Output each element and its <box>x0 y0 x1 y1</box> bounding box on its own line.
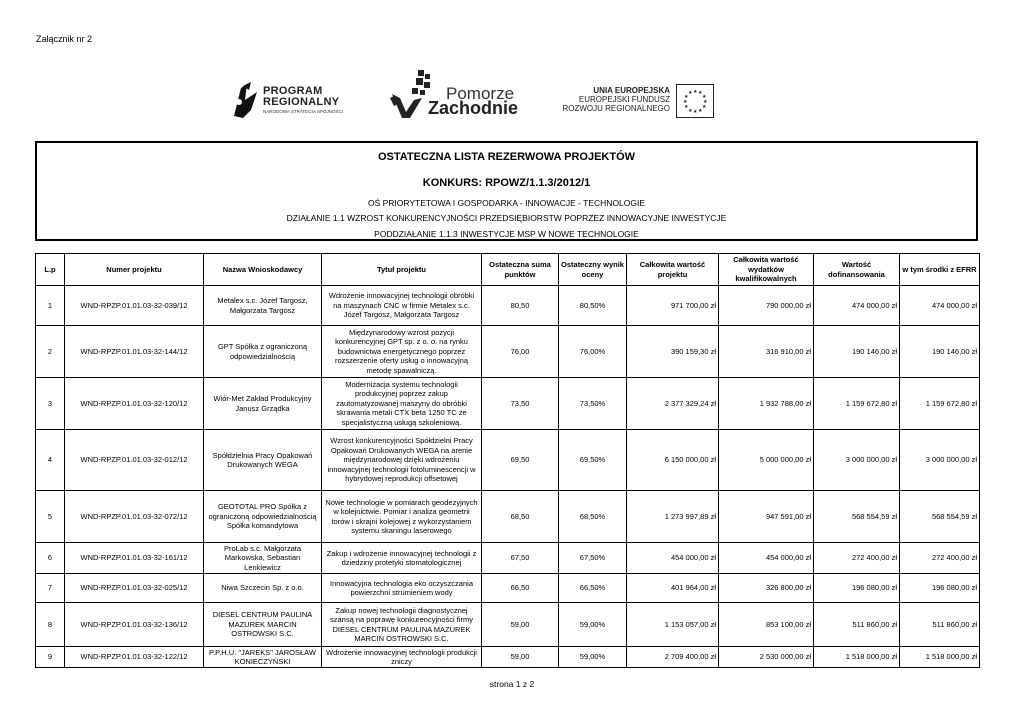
cell-tytul: Międzynarodowy wzrost pozycji konkurencyjnej GPT sp. z o. o. na rynku budownictwa energetycznego poprzez rozszerzenie oferty usług o innowacyjną metodę spawalniczą. <box>322 326 482 378</box>
cell-wynik: 73,50% <box>559 378 627 430</box>
cell-wnioskodawca: GEOTOTAL PRO Spółka z ograniczoną odpowiedzialnością Spółka komandytowa <box>204 491 322 543</box>
cell-wartosc: 2 377 329,24 zł <box>627 378 719 430</box>
cell-efrr: 3 000 000,00 zł <box>900 430 980 491</box>
header-wynik-oceny: Ostateczny wynik oceny <box>559 254 627 286</box>
cell-tytul: Zakup i wdrożenie innowacyjnej technologii z dziedziny protetyki stomatologicznej <box>322 543 482 574</box>
cell-numer: WND-RPZP.01.01.03-32-072/12 <box>65 491 204 543</box>
cell-efrr: 196 080,00 zł <box>900 574 980 603</box>
cell-wartosc: 390 159,30 zł <box>627 326 719 378</box>
subaction-label: PODDZIAŁANIE 1.1.3 INWESTYCJE MSP W NOWE TECHNOLOGIE <box>374 229 639 239</box>
priority-axis-label: OŚ PRIORYTETOWA I GOSPODARKA - INNOWACJE - TECHNOLOGIE <box>367 198 646 208</box>
header-suma-punktow: Ostateczna suma punktów <box>482 254 559 286</box>
cell-efrr: 1 518 000,00 zł <box>900 647 980 668</box>
cell-dofinansowanie: 568 554,59 zł <box>814 491 900 543</box>
table-row <box>36 430 980 491</box>
cell-efrr: 568 554,59 zł <box>900 491 980 543</box>
attachment-label: Załącznik nr 2 <box>36 34 93 44</box>
program-regionalny-subtitle: NARODOWA STRATEGIA SPÓJNOŚCI <box>263 109 344 114</box>
cell-wnioskodawca: Metalex s.c. Józef Targosz, Małgorzata Targosz <box>204 286 322 326</box>
cell-dofinansowanie: 190 146,00 zł <box>814 326 900 378</box>
unia-europejska-text: UNIA EUROPEJSKA EUROPEJSKI FUNDUSZ ROZWOJU REGIONALNEGO <box>562 86 670 113</box>
cell-wartosc: 2 709 400,00 zł <box>627 647 719 668</box>
header-lp: L.p <box>36 254 65 286</box>
cell-wydatki: 5 000 000,00 zł <box>719 430 814 491</box>
svg-text:★: ★ <box>702 104 707 110</box>
cell-wynik: 66,50% <box>559 574 627 603</box>
cell-wnioskodawca: Niwa Szczecin Sp. z o.o. <box>204 574 322 603</box>
page-title: OSTATECZNA LISTA REZERWOWA PROJEKTÓW <box>377 151 636 163</box>
svg-text:★: ★ <box>688 90 693 96</box>
cell-tytul: Innowacyjna technologia eko oczyszczania powierzchni strumieniem wody <box>322 574 482 603</box>
table-row <box>36 378 980 430</box>
cell-punkty: 66,50 <box>482 574 559 603</box>
svg-text:★: ★ <box>688 108 693 114</box>
cell-numer: WND-RPZP.01.01.03-32-012/12 <box>65 430 204 491</box>
cell-wnioskodawca: DIESEL CENTRUM PAULINA MAZUREK MARCIN OSTROWSKI S.C. <box>204 603 322 647</box>
svg-text:★: ★ <box>684 104 689 110</box>
cell-wynik: 59,00% <box>559 647 627 668</box>
cell-punkty: 80,50 <box>482 286 559 326</box>
cell-wnioskodawca: Spółdzielnia Pracy Opakowań Drukowanych WEGA <box>204 430 322 491</box>
cell-wartosc: 401 964,00 zł <box>627 574 719 603</box>
cell-wydatki: 790 000,00 zł <box>719 286 814 326</box>
cell-dofinansowanie: 474 000,00 zł <box>814 286 900 326</box>
cell-efrr: 272 400,00 zł <box>900 543 980 574</box>
svg-text:★: ★ <box>702 94 707 100</box>
table-row <box>36 543 980 574</box>
svg-text:★: ★ <box>693 109 698 115</box>
cell-dofinansowanie: 196 080,00 zł <box>814 574 900 603</box>
cell-tytul: Modernizacja systemu technologii produkcyjnej poprzez zakup zautomatyzowanej maszyny do obróbki skrawania metali CTX beta 1250 TC ze specjalistyczną usługą szkoleniową. <box>322 378 482 430</box>
table-row <box>36 326 980 378</box>
cell-punkty: 69,50 <box>482 430 559 491</box>
cell-punkty: 68,50 <box>482 491 559 543</box>
cell-dofinansowanie: 1 159 672,80 zł <box>814 378 900 430</box>
eu-flag-icon <box>676 84 714 118</box>
cell-wydatki: 2 530 000,00 zł <box>719 647 814 668</box>
cell-lp: 8 <box>36 603 65 647</box>
table-header-row <box>36 254 980 286</box>
zachodnie-text: Zachodnie <box>428 98 519 118</box>
table-row <box>36 647 980 668</box>
cell-wynik: 68,50% <box>559 491 627 543</box>
pomorze-text: Pomorze <box>446 84 515 103</box>
program-regionalny-text: PROGRAM REGIONALNY <box>263 85 340 108</box>
cell-wartosc: 1 153 057,00 zł <box>627 603 719 647</box>
svg-text:★: ★ <box>693 89 698 95</box>
cell-wydatki: 1 932 788,00 zł <box>719 378 814 430</box>
cell-lp: 1 <box>36 286 65 326</box>
cell-wartosc: 6 150 000,00 zł <box>627 430 719 491</box>
cell-numer: WND-RPZP.01.01.03-32-144/12 <box>65 326 204 378</box>
cell-tytul: Zakup nowej technologii diagnostycznej szansą na poprawę konkurencyjności firmy DIESEL CENTRUM PAULINA MAZUREK MARCIN OSTROWSKI S.C. <box>322 603 482 647</box>
cell-tytul: Nowe technologie w pomiarach geodezyjnych w kolejnictwie. Pomiar i analiza geometrii torów i skrajni kolejowej z wykorzystaniem systemu skaningu laserowego <box>322 491 482 543</box>
page-number: strona 1 z 2 <box>489 679 535 689</box>
cell-numer: WND-RPZP.01.01.03-32-025/12 <box>65 574 204 603</box>
header-numer-projektu: Numer projektu <box>65 254 204 286</box>
pomorze-zachodnie-logo <box>388 68 523 120</box>
program-regionalny-emblem-icon <box>231 80 261 120</box>
cell-wynik: 67,50% <box>559 543 627 574</box>
cell-lp: 4 <box>36 430 65 491</box>
table-row <box>36 286 980 326</box>
cell-punkty: 73,50 <box>482 378 559 430</box>
header-tytul-projektu: Tytuł projektu <box>322 254 482 286</box>
cell-wydatki: 326 800,00 zł <box>719 574 814 603</box>
cell-dofinansowanie: 3 000 000,00 zł <box>814 430 900 491</box>
svg-text:★: ★ <box>698 108 703 114</box>
unia-europejska-logo <box>556 84 716 120</box>
cell-wnioskodawca: GPT Spółka z ograniczoną odpowiedzialnością <box>204 326 322 378</box>
cell-numer: WND-RPZP.01.01.03-32-136/12 <box>65 603 204 647</box>
cell-punkty: 76,00 <box>482 326 559 378</box>
header-dofinansowanie: Wartość dofinansowania <box>814 254 900 286</box>
cell-dofinansowanie: 272 400,00 zł <box>814 543 900 574</box>
cell-lp: 9 <box>36 647 65 668</box>
cell-lp: 7 <box>36 574 65 603</box>
cell-wartosc: 971 700,00 zł <box>627 286 719 326</box>
cell-dofinansowanie: 511 860,00 zł <box>814 603 900 647</box>
cell-punkty: 59,00 <box>482 603 559 647</box>
action-label: DZIAŁANIE 1.1 WZROST KONKURENCYJNOŚCI PRZEDSIĘBIORSTW POPRZEZ INNOWACYJNE INWESTYCJE <box>286 213 727 223</box>
cell-wydatki: 454 000,00 zł <box>719 543 814 574</box>
header-box <box>35 141 978 241</box>
header-nazwa-wnioskodawcy: Nazwa Wnioskodawcy <box>204 254 322 286</box>
svg-text:★: ★ <box>698 90 703 96</box>
cell-tytul: Wdrożenie innowacyjnej technologii produkcji zniczy <box>322 647 482 668</box>
cell-wynik: 80,50% <box>559 286 627 326</box>
cell-wynik: 69,50% <box>559 430 627 491</box>
cell-efrr: 1 159 672,80 zł <box>900 378 980 430</box>
cell-efrr: 511 860,00 zł <box>900 603 980 647</box>
cell-efrr: 190 146,00 zł <box>900 326 980 378</box>
header-efrr: w tym środki z EFRR <box>900 254 980 286</box>
cell-numer: WND-RPZP.01.01.03-32-039/12 <box>65 286 204 326</box>
table-row <box>36 603 980 647</box>
cell-tytul: Wzrost konkurencyjności Spółdzielni Pracy Opakowań Drukowanych WEGA na arenie międzynarodowej dzięki wdrożeniu innowacyjnej technologii fotoluminescencji w hybrydowej reprodukcji offsetowej <box>322 430 482 491</box>
header-wartosc-projektu: Całkowita wartość projektu <box>627 254 719 286</box>
cell-numer: WND-RPZP.01.01.03-32-122/12 <box>65 647 204 668</box>
cell-numer: WND-RPZP.01.01.03-32-161/12 <box>65 543 204 574</box>
cell-wartosc: 454 000,00 zł <box>627 543 719 574</box>
cell-wynik: 59,00% <box>559 603 627 647</box>
svg-text:★: ★ <box>703 99 708 105</box>
table-row <box>36 491 980 543</box>
cell-wydatki: 947 591,00 zł <box>719 491 814 543</box>
svg-text:★: ★ <box>683 99 688 105</box>
cell-wynik: 76,00% <box>559 326 627 378</box>
konkurs-label: KONKURS: RPOWZ/1.1.3/2012/1 <box>422 177 591 189</box>
cell-punkty: 59,00 <box>482 647 559 668</box>
cell-tytul: Wdrożenie innowacyjnej technologii obróbki na maszynach CNC w firmie Metalex s.c. Józef Targosz, Małgorzata Targosz <box>322 286 482 326</box>
cell-wydatki: 316 910,00 zł <box>719 326 814 378</box>
cell-efrr: 474 000,00 zł <box>900 286 980 326</box>
cell-lp: 3 <box>36 378 65 430</box>
cell-wnioskodawca: Wiór-Met Zakład Produkcyjny Janusz Grządka <box>204 378 322 430</box>
header-wydatki-kwalifikowalne: Całkowita wartość wydatków kwalifikowalnych <box>719 254 814 286</box>
cell-lp: 6 <box>36 543 65 574</box>
projects-table <box>35 253 980 668</box>
table-row <box>36 574 980 603</box>
cell-numer: WND-RPZP.01.01.03-32-120/12 <box>65 378 204 430</box>
svg-text:★: ★ <box>684 94 689 100</box>
cell-punkty: 67,50 <box>482 543 559 574</box>
cell-wnioskodawca: P.P.H.U. "JAREKS" JAROSŁAW KONIECZYŃSKI <box>204 647 322 668</box>
cell-wnioskodawca: ProLab s.c. Małgorzata Markowska, Sebastian Lenkiewicz <box>204 543 322 574</box>
cell-wydatki: 853 100,00 zł <box>719 603 814 647</box>
cell-wartosc: 1 273 997,89 zł <box>627 491 719 543</box>
cell-lp: 2 <box>36 326 65 378</box>
program-regionalny-logo <box>231 72 361 122</box>
cell-lp: 5 <box>36 491 65 543</box>
cell-dofinansowanie: 1 518 000,00 zł <box>814 647 900 668</box>
